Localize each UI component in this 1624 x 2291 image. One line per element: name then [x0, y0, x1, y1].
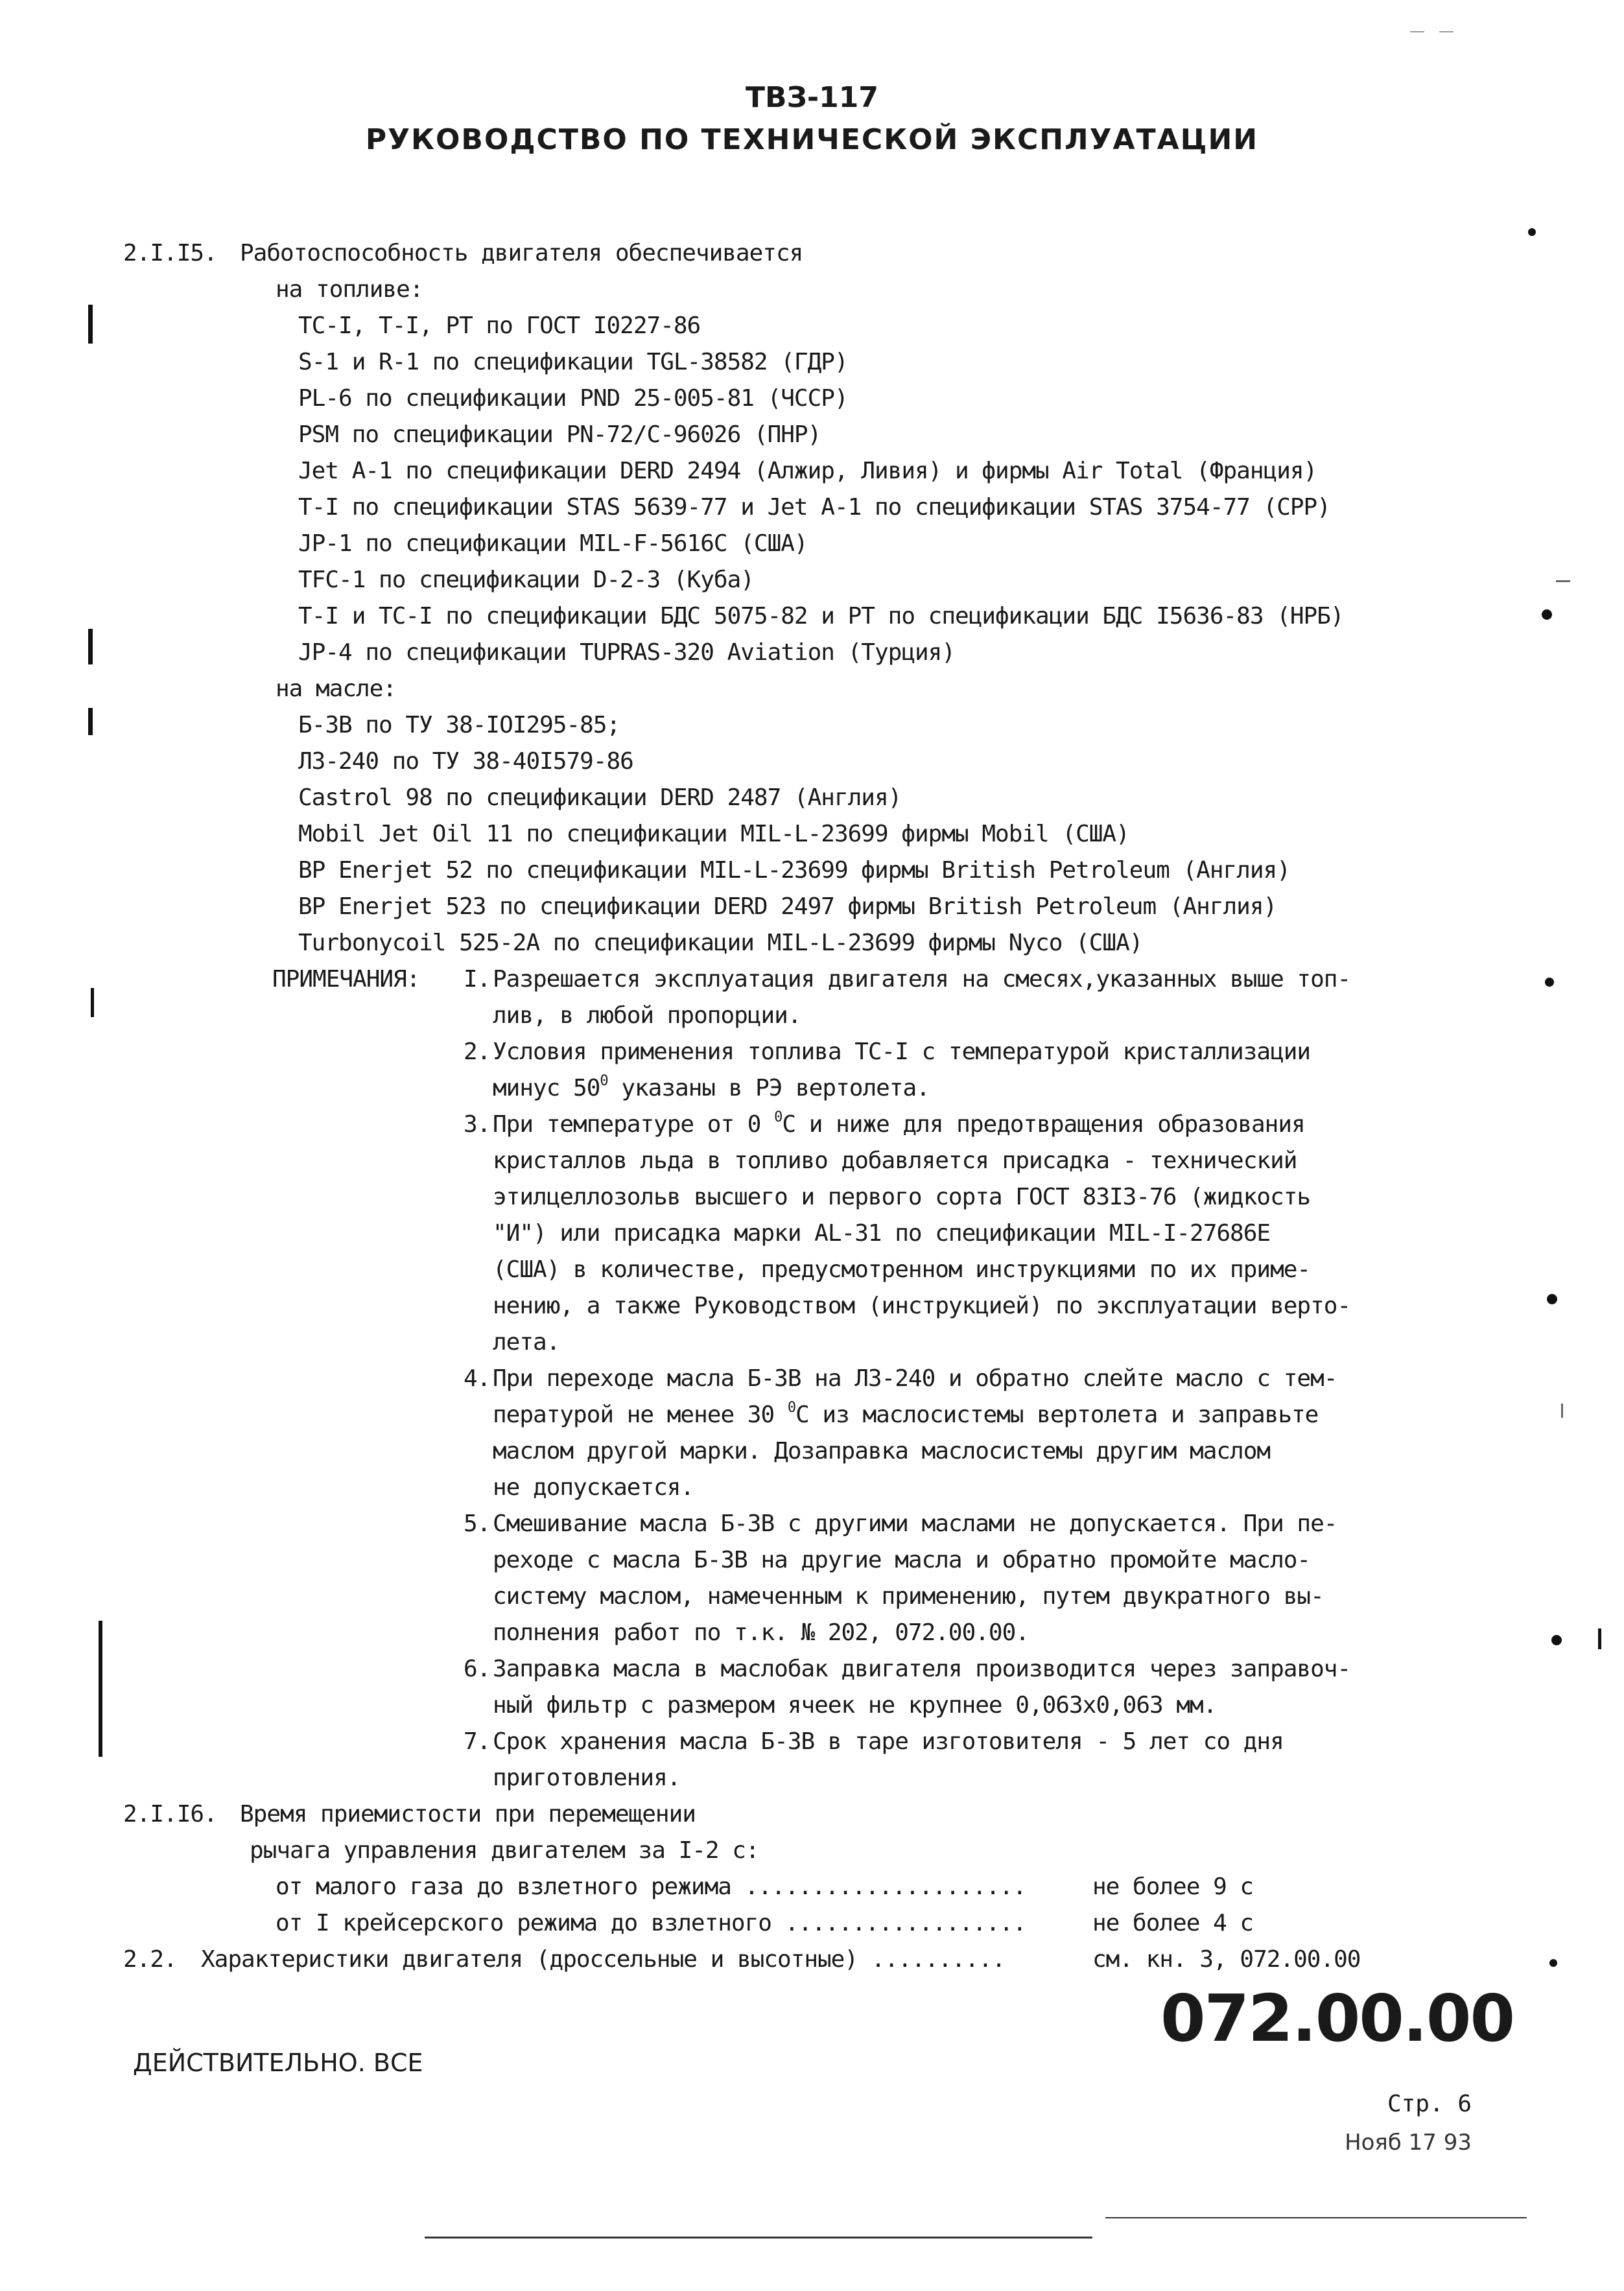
change-bar [88, 629, 93, 664]
section-2116-number: 2.I.I6. [123, 1801, 217, 1827]
note-line: "И") или присадка марки AL-31 по спецификации MIL-I-27686E [493, 1220, 1271, 1247]
accel-row-value: не более 9 с [1092, 1874, 1254, 1900]
section-22-text: Характеристики двигателя (дроссельные и высотные) .......... [201, 1946, 1006, 1973]
change-bar [88, 708, 93, 735]
note-line: кристаллов льда в топливо добавляется присадка - технический [493, 1147, 1297, 1174]
corner-dash [1410, 31, 1424, 32]
margin-dot [1528, 228, 1536, 236]
note-number: 6. [464, 1656, 491, 1682]
section-2116-line: рычага управления двигателем за I-2 с: [250, 1837, 759, 1864]
section-2115-number: 2.I.I5. [123, 240, 217, 266]
margin-mark [1556, 580, 1570, 582]
change-bar [91, 988, 94, 1017]
note-text: указаны в РЭ вертолета. [621, 1075, 930, 1101]
fuel-item: JP-1 по спецификации MIL-F-5616C (США) [298, 530, 808, 557]
margin-mark [1598, 1628, 1601, 1649]
corner-dash [1439, 31, 1453, 32]
note-line: Смешивание масла Б-3В с другими маслами не допускается. При пе- [493, 1510, 1337, 1537]
degree-superscript: 0 [787, 1400, 796, 1416]
notes-label: ПРИМЕЧАНИЯ: [272, 966, 420, 993]
margin-dot [1542, 609, 1552, 620]
section-22-ref: см. кн. 3, 072.00.00 [1092, 1946, 1361, 1973]
note-number: 4. [464, 1365, 491, 1392]
degree-superscript: 0 [600, 1073, 608, 1089]
note-line: маслом другой марки. Дозаправка маслосистемы другим маслом [493, 1438, 1271, 1464]
note-text: С из маслосистемы вертолета и заправьте [795, 1402, 1319, 1428]
note-line: приготовления. [493, 1765, 681, 1791]
oil-item: BP Enerjet 523 по спецификации DERD 2497 фирмы British Petroleum (Англия) [298, 893, 1277, 920]
oil-item: Mobil Jet Oil 11 по спецификации MIL-L-23699 фирмы Mobil (США) [298, 821, 1129, 847]
note-line [493, 1111, 1305, 1138]
accel-row-value: не более 4 с [1092, 1910, 1254, 1936]
note-line: лета. [493, 1329, 560, 1356]
margin-dot [1547, 1294, 1557, 1304]
fuel-heading: на топливе: [276, 276, 423, 303]
fuel-item: Jet A-1 по спецификации DERD 2494 (Алжир, Ливия) и фирмы Air Total (Франция) [298, 458, 1317, 484]
fuel-item: TFC-1 по спецификации D-2-3 (Куба) [298, 567, 754, 593]
note-line: При переходе масла Б-3В на ЛЗ-240 и обратно слейте масло с тем- [493, 1365, 1337, 1392]
fuel-item: ТС-I, Т-I, РТ по ГОСТ I0227-86 [298, 312, 701, 339]
note-line: ный фильтр с размером ячеек не крупнее 0,063х0,063 мм. [493, 1692, 1217, 1719]
note-line: Заправка масла в маслобак двигателя производится через заправоч- [493, 1656, 1351, 1682]
note-text: минус 50 [493, 1075, 600, 1101]
oil-item: ЛЗ-240 по ТУ 38-40I579-86 [298, 748, 633, 775]
oil-item: BP Enerjet 52 по спецификации MIL-L-23699 фирмы British Petroleum (Англия) [298, 857, 1290, 884]
change-bar [99, 1621, 102, 1757]
document-title: РУКОВОДСТВО ПО ТЕХНИЧЕСКОЙ ЭКСПЛУАТАЦИИ [365, 123, 1259, 156]
bottom-rule [425, 2237, 1092, 2238]
oil-item: Castrol 98 по спецификации DERD 2487 (Англия) [298, 784, 902, 811]
note-line: Срок хранения масла Б-3В в таре изготовителя - 5 лет со дня [493, 1728, 1284, 1755]
note-line: нению, а также Руководством (инструкцией) по эксплуатации верто- [493, 1293, 1351, 1319]
note-number: I. [464, 966, 491, 993]
oil-item: Turbonycoil 525-2A по спецификации MIL-L-23699 фирмы Nyco (США) [298, 930, 1143, 956]
fuel-item: PL-6 по спецификации PND 25-005-81 (ЧССР) [298, 385, 848, 412]
note-line: Условия применения топлива ТС-I с температурой кристаллизации [493, 1039, 1311, 1065]
note-text: С и ниже для предотвращения образования [782, 1111, 1305, 1138]
accel-row-label: от I крейсерского режима до взлетного .................. [276, 1910, 1026, 1936]
oil-heading: на масле: [276, 676, 397, 702]
note-line: (США) в количестве, предусмотренном инструкциями по их приме- [493, 1256, 1311, 1283]
bottom-rule [1105, 2217, 1527, 2218]
note-line [493, 1075, 930, 1101]
degree-superscript: 0 [774, 1109, 783, 1125]
section-22-number: 2.2. [123, 1946, 177, 1973]
fuel-item: Т-I и ТС-I по спецификации БДС 5075-82 и РТ по спецификации БДС I5636-83 (НРБ) [298, 603, 1344, 629]
fuel-item: JP-4 по спецификации TUPRAS-320 Aviation (Турция) [298, 639, 956, 666]
change-bar [88, 305, 93, 344]
note-line [493, 1402, 1318, 1428]
note-number: 7. [464, 1728, 491, 1755]
margin-dot [1545, 978, 1554, 987]
note-line: не допускается. [493, 1474, 694, 1501]
section-2116-line: Время приемистости при перемещении [240, 1801, 696, 1827]
margin-dot [1551, 1635, 1562, 1645]
note-line: этилцеллозольв высшего и первого сорта ГОСТ 83I3-76 (жидкость [493, 1184, 1311, 1210]
margin-dot [1549, 1959, 1557, 1967]
note-line: Разрешается эксплуатация двигателя на смесях,указанных выше топ- [493, 966, 1351, 993]
margin-mark [1561, 1404, 1563, 1418]
note-text: пературой не менее 30 [493, 1402, 788, 1428]
oil-item: Б-3В по ТУ 38-IOI295-85; [298, 712, 620, 738]
accel-row-label: от малого газа до взлетного режима ..................... [276, 1874, 1026, 1900]
fuel-item: Т-I по спецификации STAS 5639-77 и Jet A-1 по спецификации STAS 3754-77 (СРР) [298, 494, 1330, 521]
fuel-item: PSM по спецификации PN-72/C-96026 (ПНР) [298, 421, 821, 448]
fuel-item: S-1 и R-1 по спецификации TGL-38582 (ГДР) [298, 349, 848, 375]
document-model: ТВЗ-117 [746, 81, 878, 114]
note-line: полнения работ по т.к. № 202, 072.00.00. [493, 1619, 1029, 1646]
note-text: При температуре от 0 [493, 1111, 775, 1138]
note-line: реходе с масла Б-3В на другие масла и обратно промойте масло- [493, 1547, 1311, 1573]
document-code: 072.00.00 [1160, 1980, 1514, 2056]
section-2115-intro: Работоспособность двигателя обеспечивается [240, 240, 803, 266]
note-line: систему маслом, намеченным к применению, путем двукратного вы- [493, 1583, 1324, 1610]
note-number: 3. [464, 1111, 491, 1138]
note-line: лив, в любой пропорции. [493, 1002, 801, 1029]
page-number: Стр. 6 [1387, 2091, 1472, 2117]
note-number: 5. [464, 1510, 491, 1537]
revision-date: Нояб 17 93 [1345, 2130, 1472, 2156]
note-number: 2. [464, 1039, 491, 1065]
validity-stamp: ДЕЙСТВИТЕЛЬНО. ВСЕ [133, 2049, 423, 2077]
